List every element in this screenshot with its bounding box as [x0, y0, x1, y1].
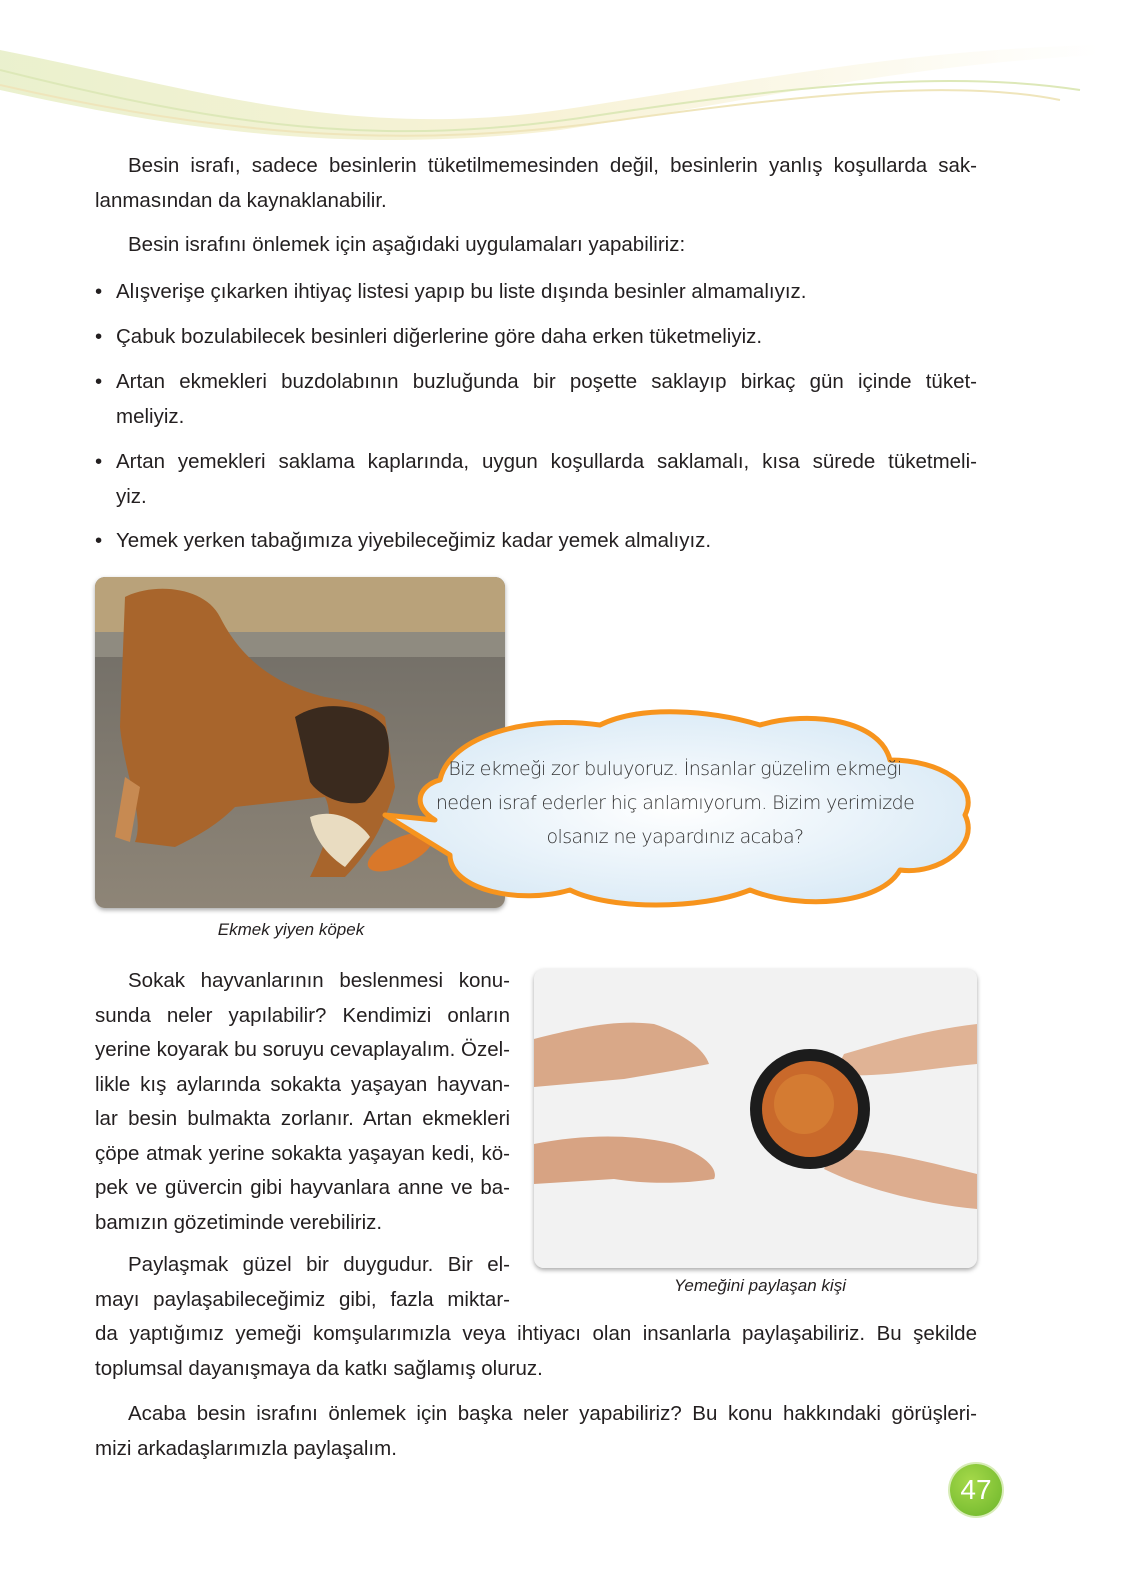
decorative-wave-header: [0, 30, 1123, 160]
text-line: olsanız ne yapardınız acaba?: [546, 826, 804, 848]
bullet-text: Artan ekmekleri buzdolabının buzluğunda bir poşette saklayıp birkaç gün içinde tüket-: [116, 370, 977, 393]
bullet-icon: •: [95, 280, 103, 303]
text-line: Biz ekmeği zor buluyoruz. İnsanlar güzelim ekmeği: [448, 758, 902, 780]
text-line: bamızın gözetiminde verebiliriz.: [95, 1210, 383, 1234]
bullet-icon: •: [95, 325, 103, 348]
text-line: Sokak hayvanlarının beslenmesi konu-: [128, 969, 510, 992]
text-line: sunda neler yapılabilir? Kendimizi onların: [95, 1003, 510, 1027]
text-line: mayı paylaşabileceğimiz gibi, fazla miktar-: [95, 1287, 510, 1311]
bullet-text: Artan yemekleri saklama kaplarında, uygun koşullarda saklamalı, kısa sürede tüketmeli-: [116, 450, 977, 473]
text-line: Acaba besin israfını önlemek için başka neler yapabiliriz? Bu konu hakkındaki görüşleri-: [128, 1402, 977, 1425]
text-line: yerine koyarak bu soruyu cevaplayalım. Özel-: [95, 1038, 510, 1061]
text-line: toplumsal dayanışmaya da katkı sağlamış oluruz.: [95, 1356, 543, 1380]
text-line: çöpe atmak yerine sokakta yaşayan kedi, kö-: [95, 1141, 510, 1165]
bullet-icon: •: [95, 529, 103, 552]
bullet-icon: •: [95, 370, 103, 393]
text-line: Besin israfı, sadece besinlerin tüketilmemesinden değil, besinlerin yanlış koşullarda sak-: [128, 154, 977, 177]
bullet-icon: •: [95, 450, 103, 473]
intro-paragraph-2: Besin israfını önlemek için aşağıdaki uygulamaları yapabiliriz:: [128, 233, 686, 256]
bullet-text: Yemek yerken tabağımıza yiyebileceğimiz kadar yemek almalıyız.: [116, 529, 712, 552]
text-line: pek ve güvercin gibi hayvanlara anne ve ba-: [95, 1176, 510, 1199]
text-line: lanmasından da kaynaklanabilir.: [95, 188, 387, 212]
text-line: mizi arkadaşlarımızla paylaşalım.: [95, 1436, 397, 1460]
speech-bubble-text: [430, 752, 920, 854]
text-line: neden israf ederler hiç anlamıyorum. Bizim yerimizde: [435, 792, 915, 814]
figure1-caption: Ekmek yiyen köpek: [217, 920, 365, 939]
bullet-text: Çabuk bozulabilecek besinleri diğerlerine göre daha erken tüketmeliyiz.: [116, 325, 763, 348]
sharing-paragraph: [95, 1248, 977, 1386]
bullet-text: Alışverişe çıkarken ihtiyaç listesi yapıp bu liste dışında besinler almamalıyız.: [116, 280, 807, 303]
intro-paragraph-1: [95, 149, 977, 218]
food-sharing-photo: [534, 969, 977, 1268]
text-line: Paylaşmak güzel bir duygudur. Bir el-: [128, 1253, 510, 1276]
bullet-text: meliyiz.: [116, 404, 185, 428]
text-line: lar besin bulmakta zorlanır. Artan ekmekleri: [95, 1107, 510, 1130]
text-line: da yaptığımız yemeği komşularımızla veya ihtiyacı olan insanlarla paylaşabiliriz. Bu şekilde: [95, 1322, 977, 1345]
bullet-text: yiz.: [116, 484, 147, 508]
page-number: 47: [950, 1464, 1002, 1516]
stray-animals-paragraph: [95, 964, 510, 1240]
text-line: likle kış aylarında sokakta yaşayan hayvan-: [95, 1072, 510, 1096]
closing-paragraph: [95, 1397, 977, 1466]
figure2-caption: Yemeğini paylaşan kişi: [674, 1276, 846, 1295]
